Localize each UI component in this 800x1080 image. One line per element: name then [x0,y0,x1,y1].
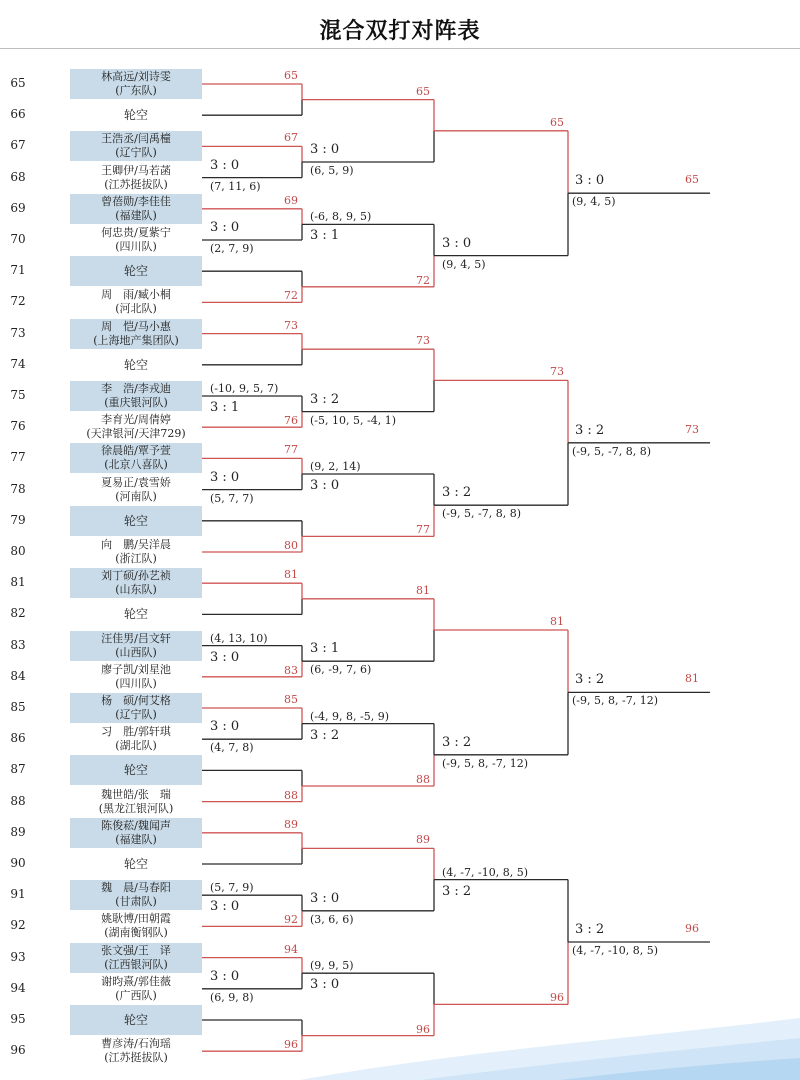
seed-number: 91 [10,887,26,902]
game-scores: (6, -9, 7, 6) [310,663,372,677]
bye-slot [70,849,202,879]
player-names: 周 恺/马小惠 [101,319,171,333]
game-scores: (5, 7, 9) [210,881,254,895]
page-title: 混合双打对阵表 [319,19,481,44]
game-scores: (2, 7, 9) [210,242,254,255]
player-pair [70,225,202,255]
match-winner-number: 72 [284,289,298,303]
player-names: 王浩丞/闫禹橦 [101,132,171,146]
title-divider [0,48,800,49]
match-score: 3 : 2 [442,883,472,899]
team-name: (上海地产集团队) [93,333,179,347]
player-names: 王卿伊/马若菡 [101,163,171,177]
match-score: 3 : 2 [575,422,605,438]
seed-number: 94 [10,980,26,995]
match-score: 3 : 0 [210,719,240,735]
seed-number: 66 [10,107,26,122]
game-scores: (-9, 5, 8, -7, 12) [442,756,528,770]
player-pair [70,381,202,411]
entry-label: 轮空 [123,513,148,528]
player-names: 习 胜/郭轩琪 [101,725,171,739]
game-scores: (9, 2, 14) [310,460,361,473]
match-winner-number: 76 [284,414,298,428]
player-names: 杨 硕/何艾格 [101,694,171,707]
team-name: (福建队) [115,832,157,846]
seed-number: 73 [10,325,26,340]
player-pair [70,69,202,99]
seed-number: 90 [10,856,26,870]
match-score: 3 : 1 [310,228,340,244]
match-score: 3 : 0 [210,968,240,984]
player-names: 廖子凯/刘星池 [101,662,171,676]
player-names: 何忠贵/夏紫宁 [101,226,171,239]
seed-number: 83 [10,637,26,652]
decorative-wave [0,1010,800,1080]
player-pair [70,943,202,973]
player-pair [70,818,202,848]
seed-number: 75 [10,388,26,402]
team-name: (辽宁队) [115,708,157,721]
bye-slot [70,350,202,380]
match-score: 3 : 0 [310,142,340,157]
match-winner-number: 77 [416,523,430,537]
entry-label: 轮空 [123,264,148,279]
game-scores: (6, 9, 8) [210,990,254,1004]
team-name: (天津银河/天津729) [86,427,186,441]
match-winner-number: 65 [284,69,298,82]
seed-number: 92 [10,918,26,933]
player-pair [70,412,202,442]
match-score: 3 : 0 [310,977,340,993]
player-names: 夏易正/袁雪娇 [101,475,171,489]
match-winner-number: 65 [416,84,430,98]
seed-number: 85 [10,700,26,714]
match-winner-number: 85 [284,693,298,706]
match-score: 3 : 0 [442,235,472,251]
player-pair [70,287,202,317]
player-pair [70,568,202,598]
bye-slot [70,755,202,785]
player-pair [70,911,202,941]
entry-label: 轮空 [123,607,148,622]
seed-number: 70 [10,232,26,246]
seed-number: 93 [10,949,26,964]
player-names: 徐晨皓/覃予萱 [101,444,171,458]
team-name: (浙江队) [115,552,157,565]
seed-number: 86 [10,731,26,746]
match-winner-number: 73 [550,365,564,379]
match-winner-number: 65 [685,173,699,187]
team-name: (四川队) [115,676,157,690]
team-name: (重庆银河队) [104,396,168,409]
player-pair [70,319,202,349]
game-scores: (-4, 9, 8, -5, 9) [310,709,389,723]
player-pair [70,475,202,505]
match-winner-number: 81 [284,568,298,582]
match-score: 3 : 0 [210,157,240,173]
player-pair [70,787,202,817]
player-names: 李 浩/李戎迪 [101,382,171,395]
match-winner-number: 88 [416,773,430,786]
match-score: 3 : 0 [210,649,240,665]
player-names: 谢昀熹/郭佳薇 [101,974,171,988]
team-name: (江苏挺拔队) [104,1051,168,1065]
match-winner-number: 96 [685,922,699,935]
seed-number: 74 [10,356,26,371]
seed-number: 76 [10,419,26,434]
match-winner-number: 88 [284,788,298,802]
match-winner-number: 65 [550,115,564,129]
game-scores: (4, -7, -10, 8, 5) [442,865,528,879]
team-name: (山东队) [115,583,157,597]
match-winner-number: 89 [284,817,298,831]
player-names: 周 雨/臧小桐 [101,288,171,302]
player-names: 汪佳男/吕文轩 [101,631,171,645]
game-scores: (5, 7, 7) [210,491,254,505]
team-name: (广西队) [115,988,157,1002]
match-score: 3 : 0 [210,469,240,485]
match-winner-number: 96 [550,991,564,1005]
match-winner-number: 94 [284,942,298,956]
game-scores: (9, 9, 5) [310,959,354,973]
match-winner-number: 81 [685,672,699,686]
match-winner-number: 69 [284,193,298,207]
seed-number: 95 [10,1012,26,1026]
player-names: 曹彦涛/石洵瑶 [101,1037,171,1051]
team-name: (甘肃队) [115,895,157,909]
bye-slot [70,256,202,286]
player-pair [70,443,202,473]
player-names: 林高远/刘诗雯 [101,70,171,83]
match-score: 3 : 2 [310,391,340,407]
team-name: (河北队) [115,302,157,316]
bye-slot [70,100,202,130]
seed-number: 65 [10,76,26,90]
game-scores: (-9, 5, 8, -7, 12) [572,694,658,708]
player-names: 张文强/王 译 [101,943,171,957]
team-name: (辽宁队) [115,146,157,160]
game-scores: (9, 4, 5) [572,195,616,209]
team-name: (江苏挺拔队) [104,177,168,191]
game-scores: (-5, 10, 5, -4, 1) [310,413,396,427]
seed-number: 89 [10,824,26,839]
entry-label: 轮空 [123,357,148,372]
entry-label: 轮空 [123,1013,148,1027]
match-score: 3 : 0 [310,890,340,906]
match-score: 3 : 2 [442,485,472,501]
seed-number: 67 [10,138,26,153]
match-score: 3 : 1 [210,400,240,415]
game-scores: (9, 4, 5) [442,257,486,271]
game-scores: (4, 13, 10) [210,631,268,645]
game-scores: (-6, 8, 9, 5) [310,210,372,224]
player-names: 曾蓓勋/李佳佳 [101,194,171,208]
match-score: 3 : 2 [442,734,472,750]
seed-number: 72 [10,294,26,309]
match-winner-number: 92 [284,913,298,927]
team-name: (江西银河队) [104,957,168,971]
game-scores: (6, 5, 9) [310,164,354,177]
team-name: (山西队) [115,645,157,659]
seed-number: 68 [10,169,26,184]
entry-label: 轮空 [123,763,148,778]
match-score: 3 : 2 [575,922,605,937]
player-pair [70,662,202,692]
match-winner-number: 73 [685,422,699,436]
bye-slot [70,506,202,536]
team-name: (湖南衡钢队) [104,926,168,940]
game-scores: (-9, 5, -7, 8, 8) [572,444,651,458]
player-names: 李育光/周倩婷 [101,413,171,427]
game-scores: (3, 6, 6) [310,912,354,926]
player-pair [70,194,202,224]
player-pair [70,693,202,723]
match-winner-number: 80 [284,539,298,552]
match-winner-number: 83 [284,663,298,677]
team-name: (福建队) [115,208,157,222]
player-pair [70,724,202,754]
game-scores: (4, 7, 8) [210,741,254,755]
seed-number: 82 [10,606,26,621]
match-winner-number: 73 [284,318,298,332]
game-scores: (-9, 5, -7, 8, 8) [442,507,521,521]
seed-number: 69 [10,200,26,215]
match-score: 3 : 0 [310,478,340,493]
match-winner-number: 96 [284,1038,298,1052]
seed-number: 71 [10,263,26,278]
seed-number: 87 [10,762,26,777]
match-score: 3 : 2 [575,672,605,688]
seed-number: 79 [10,512,26,527]
game-scores: (-10, 9, 5, 7) [210,382,279,395]
match-score: 3 : 0 [210,899,240,915]
player-names: 刘丁硕/孙艺祯 [101,569,171,583]
entry-label: 轮空 [123,857,148,871]
match-score: 3 : 0 [575,173,605,189]
player-names: 陈俊菘/魏闻声 [101,818,171,832]
player-pair [70,880,202,910]
match-winner-number: 81 [416,583,430,597]
match-score: 3 : 2 [310,727,340,743]
bye-slot [70,599,202,629]
team-name: (河南队) [115,489,157,503]
seed-number: 80 [10,544,26,558]
team-name: (广东队) [115,84,157,97]
player-pair [70,537,202,567]
match-winner-number: 81 [550,615,564,628]
player-pair [70,631,202,661]
seed-number: 96 [10,1043,26,1058]
match-winner-number: 67 [284,131,298,145]
seed-number: 81 [10,575,26,590]
seed-number: 78 [10,481,26,496]
game-scores: (7, 11, 6) [210,179,261,193]
player-pair [70,974,202,1004]
team-name: (黑龙江银河队) [98,801,174,815]
player-pair [70,131,202,161]
seed-number: 88 [10,793,26,808]
match-score: 3 : 0 [210,220,240,235]
team-name: (湖北队) [115,739,157,753]
game-scores: (4, -7, -10, 8, 5) [572,944,658,957]
match-winner-number: 72 [416,273,430,287]
match-winner-number: 77 [284,443,298,457]
team-name: (四川队) [115,240,157,253]
seed-number: 84 [10,668,26,683]
match-winner-number: 89 [416,833,430,847]
player-names: 魏世皓/张 瑞 [101,787,171,801]
match-winner-number: 96 [416,1022,430,1036]
match-score: 3 : 1 [310,641,340,657]
player-names: 魏 晨/马春阳 [101,881,171,895]
match-winner-number: 73 [416,334,430,348]
seed-number: 77 [10,450,26,465]
entry-label: 轮空 [123,108,148,123]
player-names: 姚耿博/田朝霞 [101,912,171,926]
team-name: (北京八喜队) [104,458,168,472]
player-names: 向 鹏/吴洋晨 [101,538,171,551]
player-pair [70,163,202,193]
